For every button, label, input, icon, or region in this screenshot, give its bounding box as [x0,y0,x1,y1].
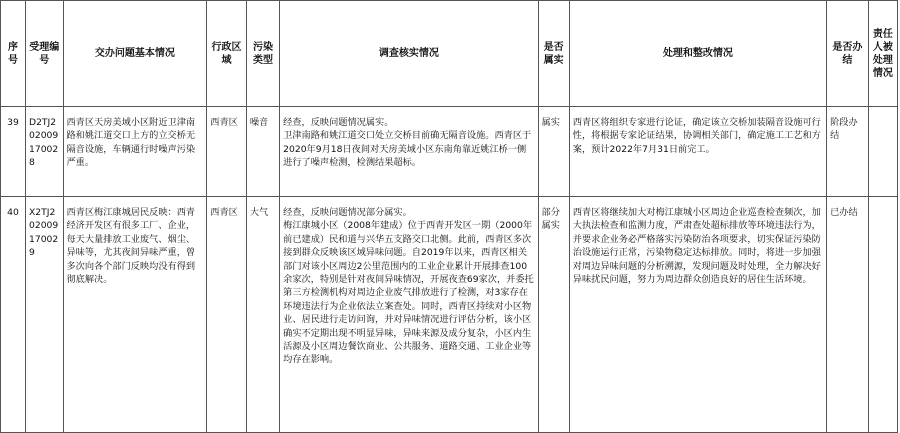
header-investigation: 调查核实情况 [280,1,538,107]
header-type: 污染类型 [246,1,279,107]
cell-seq: 40 [1,197,26,433]
cell-verified: 属实 [538,107,569,197]
cell-accountability [868,107,897,197]
cell-handling: 西青区将组织专家进行论证，确定该立交桥加装隔音设施可行性，将根据专家论证结果，协调相关部门，确定施工工艺和方案，预计2022年7月31日前完工。 [569,107,826,197]
header-verified: 是否属实 [538,1,569,107]
cell-id: X2TJ202009170029 [26,197,64,433]
table-row [1,197,898,433]
header-seq: 序号 [1,1,26,107]
table-row [1,107,898,197]
cell-issue: 西青区梅江康城居民反映：西青经济开发区有很多工厂、企业，每天大量排放工业废气、烟尘、异味等，尤其夜间异味严重，曾多次向各个部门反映均没有得到彻底解决。 [63,197,207,433]
header-accountability: 责任人被处理情况 [868,1,897,107]
header-handling: 处理和整改情况 [569,1,826,107]
investigation-detail: 卫津南路和姚江道交口处立交桥目前确无隔音设施。西青区于2020年9月18日夜间对天房美域小区东南角靠近姚江桥一侧进行了噪声检测，检测结果超标。 [283,130,532,169]
cell-closed: 已办结 [827,197,869,433]
header-district: 行政区域 [207,1,247,107]
cell-closed: 阶段办结 [827,107,869,197]
cell-type: 大气 [246,197,279,433]
header-id: 受理编号 [26,1,64,107]
cell-verified: 部分属实 [538,197,569,433]
investigation-detail: 梅江康城小区（2008年建成）位于西青开发区一期（2000年前已建成）民和道与兴华五支路交口北侧。此前，西青区多次接到群众反映该区域异味问题。自2019年以来，西青区相关部门对该小区周边2公里范围内的工业企业累计开展排查100余家次，特别是针对夜间异味情况，开展夜查69家次，并委托第三方检测机构对周边企业废气排放进行了检测，对3家存在环境违法行为企业依法立案查处。同时，西青区持续对小区物业、居民进行走访问询，并对异味情况进行评估分析，该小区确实不定期出现不明显异味，异味来源及成分复杂，小区内生活源及小区周边餐饮商业、公共服务、道路交通、工业企业等均存在影响。 [283,220,534,366]
investigation-summary: 经查，反映问题情况部分属实。 [283,207,412,218]
cell-district: 西青区 [207,197,247,433]
cell-id: D2TJ202009170028 [26,107,64,197]
header-closed: 是否办结 [827,1,869,107]
cell-handling: 西青区将继续加大对梅江康城小区周边企业巡查检查频次，加大执法检查和监测力度，严肃查处超标排放等环境违法行为，并要求企业务必严格落实污染防治各项要求，切实保证污染防治设施运行正常，污染物稳定达标排放。同时，将进一步加强对周边异味问题的分析溯源，发现问题及时处理，全力解决好异味扰民问题，努力为周边群众创造良好的居住生活环境。 [569,197,826,433]
cell-investigation [280,197,538,433]
cell-district: 西青区 [207,107,247,197]
cell-accountability [868,197,897,433]
header-issue: 交办问题基本情况 [63,1,207,107]
investigation-summary: 经查，反映问题情况属实。 [283,117,394,128]
cell-type: 噪音 [246,107,279,197]
cell-issue: 西青区天房美域小区附近卫津南路和姚江道交口上方的立交桥无隔音设施，车辆通行时噪声污染严重。 [63,107,207,197]
cell-investigation [280,107,538,197]
cell-seq: 39 [1,107,26,197]
table-header-row [1,1,898,107]
